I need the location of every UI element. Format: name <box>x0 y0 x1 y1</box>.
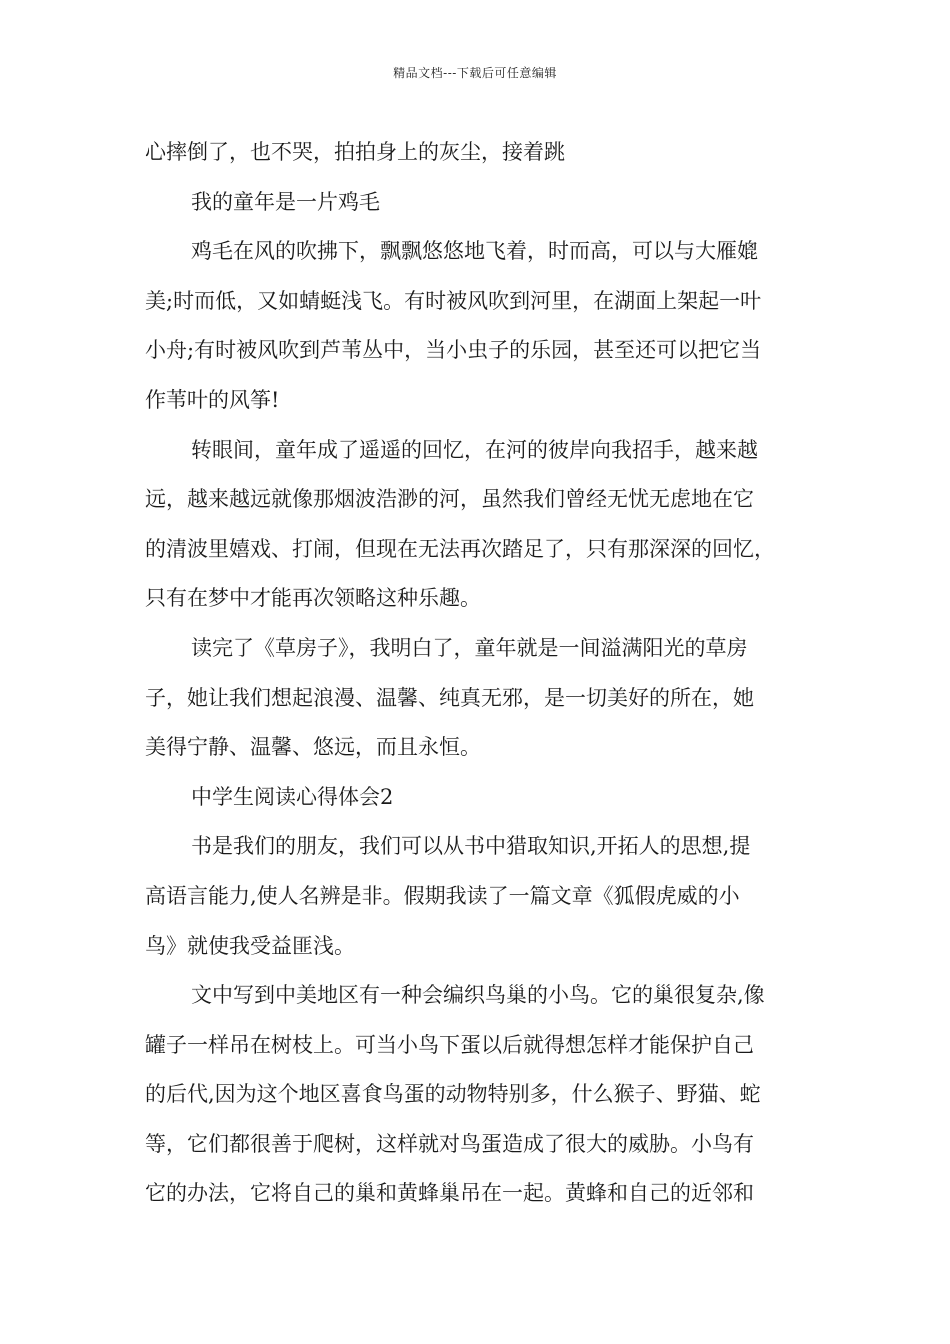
document-body <box>145 128 810 1219</box>
section-heading: 我的童年是一片鸡毛 <box>191 189 380 214</box>
text-line: 子，她让我们想起浪漫、温馨、纯真无邪，是一切美好的所在，她 <box>145 685 754 710</box>
section-heading: 中学生阅读心得体会2 <box>191 784 394 809</box>
text-line: 等，它们都很善于爬树，这样就对鸟蛋造成了很大的威胁。小鸟有 <box>145 1131 754 1156</box>
text-line: 文中写到中美地区有一种会编织鸟巢的小鸟。它的巢很复杂,像 <box>191 983 765 1008</box>
text-line: 转眼间，童年成了遥遥的回忆，在河的彼岸向我招手，越来越 <box>191 437 758 462</box>
text-line: 的清波里嬉戏、打闹，但现在无法再次踏足了，只有那深深的回忆， <box>145 536 775 561</box>
text-line: 心摔倒了，也不哭，拍拍身上的灰尘，接着跳 <box>145 140 565 164</box>
text-line: 小舟;有时被风吹到芦苇丛中，当小虫子的乐园，甚至还可以把它当 <box>145 338 762 363</box>
page-header: 精品文档---下载后可任意编辑 <box>393 66 557 80</box>
text-line: 读完了《草房子》，我明白了，童年就是一间溢满阳光的草房 <box>191 635 748 660</box>
text-line: 的后代,因为这个地区喜食鸟蛋的动物特别多，什么猴子、野猫、蛇 <box>145 1082 761 1107</box>
text-line: 罐子一样吊在树枝上。可当小鸟下蛋以后就得想怎样才能保护自己 <box>145 1032 754 1057</box>
text-line: 远，越来越远就像那烟波浩渺的河，虽然我们曾经无忧无虑地在它 <box>145 487 754 512</box>
text-line: 它的办法，它将自己的巢和黄蜂巢吊在一起。黄蜂和自己的近邻和 <box>145 1181 754 1206</box>
text-line: 高语言能力,使人名辨是非。假期我读了一篇文章《狐假虎威的小 <box>145 883 740 908</box>
text-line: 只有在梦中才能再次领略这种乐趣。 <box>145 586 481 611</box>
text-line: 书是我们的朋友，我们可以从书中猎取知识,开拓人的思想,提 <box>191 834 751 859</box>
text-line: 作苇叶的风筝! <box>145 387 280 412</box>
text-line: 美得宁静、温馨、悠远，而且永恒。 <box>145 735 481 760</box>
text-line: 美;时而低，又如蜻蜓浅飞。有时被风吹到河里，在湖面上架起一叶 <box>145 288 762 313</box>
text-line: 鸟》就使我受益匪浅。 <box>145 933 355 958</box>
text-line: 鸡毛在风的吹拂下，飘飘悠悠地飞着，时而高，可以与大雁媲 <box>191 239 758 264</box>
